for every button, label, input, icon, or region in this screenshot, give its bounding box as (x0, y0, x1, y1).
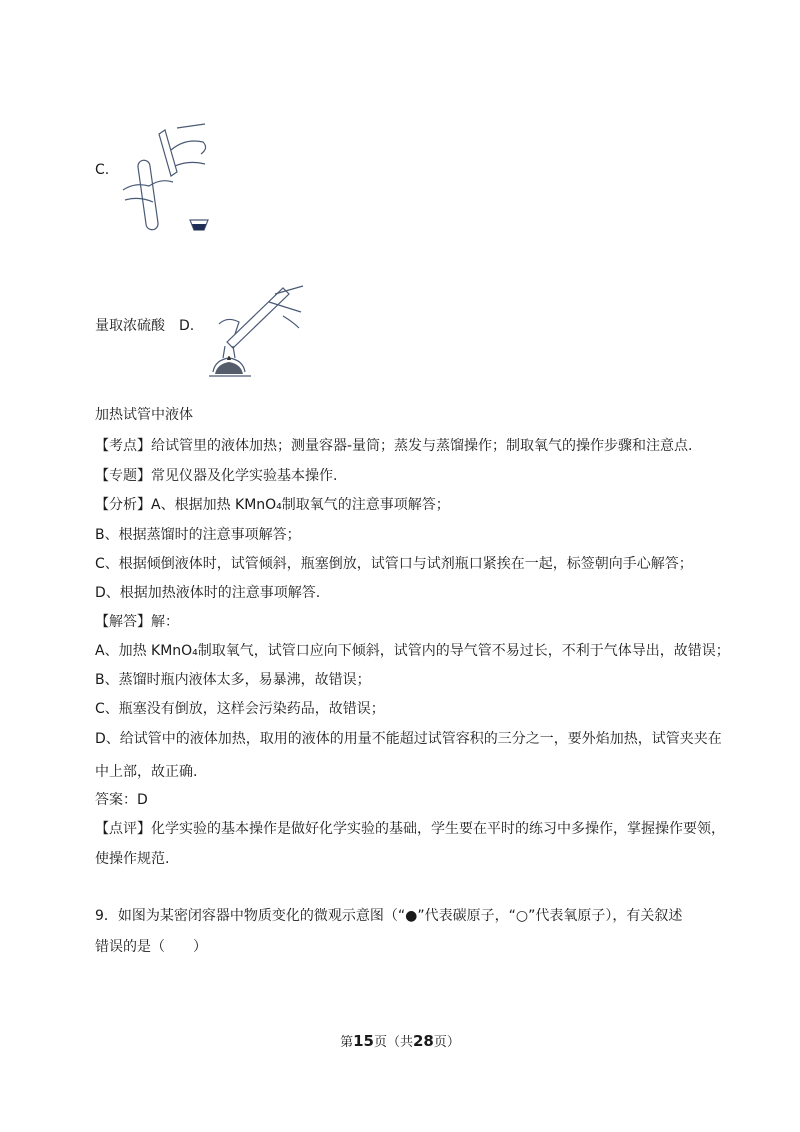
dianping-text-2: 使操作规范. (95, 851, 170, 867)
jieda-d-text-2: 中上部，故正确. (95, 764, 198, 780)
dianping-text-1: 【点评】化学实验的基本操作是做好化学实验的基础，学生要在平时的练习中多操作，掌握操作要领， (95, 821, 725, 837)
jieda-b-text: B、蒸馏时瓶内液体太多，易暴沸，故错误； (95, 672, 371, 688)
fenxi-c-text: C、根据倾倒液体时，试管倾斜，瓶塞倒放，试管口与试剂瓶口紧挨在一起，标签朝向手心解答； (95, 556, 693, 572)
option-d-caption: 加热试管中液体 (95, 407, 193, 423)
fenxi-d-text: D、根据加热液体时的注意事项解答. (95, 585, 321, 601)
jieda-title: 【解答】解： (95, 614, 179, 630)
question-9-line-2: 错误的是（ ） (95, 939, 207, 955)
jieda-c-text: C、瓶塞没有倒放，这样会污染药品，故错误； (95, 701, 385, 717)
option-c-caption: 量取浓硫酸 (95, 318, 165, 334)
jieda-a-text: A、加热 KMnO₄制取氧气，试管口应向下倾斜，试管内的导气管不易过长，不利于气体导出，故错误； (95, 643, 730, 659)
zhuanti-text: 【专题】常见仪器及化学实验基本操作. (95, 468, 338, 484)
footer-prefix: 第 (340, 1035, 354, 1050)
footer-total-pages: 28 (413, 1032, 434, 1050)
pouring-liquid-illustration (115, 120, 220, 238)
footer-middle: 页（共 (373, 1035, 413, 1050)
answer-text: 答案：D (95, 792, 148, 808)
kaodian-text: 【考点】给试管里的液体加热；测量容器-量筒；蒸发与蒸馏操作；制取氧气的操作步骤和注意点. (95, 438, 693, 454)
option-c-label: C. (95, 162, 110, 178)
heating-test-tube-illustration (205, 272, 307, 387)
option-d-label: D. (179, 318, 195, 334)
jieda-d-text-1: D、给试管中的液体加热，取用的液体的用量不能超过试管容积的三分之一，要外焰加热，试管夹夹在 (95, 731, 722, 747)
footer-page-number: 15 (353, 1032, 374, 1050)
question-9-line-1: 9．如图为某密闭容器中物质变化的微观示意图（“●”代表碳原子，“○”代表氧原子），有关叙述 (95, 908, 683, 924)
footer-suffix: 页） (433, 1035, 460, 1050)
fenxi-b-text: B、根据蒸馏时的注意事项解答； (95, 527, 301, 543)
page-footer (0, 1031, 800, 1050)
fenxi-a-text: 【分析】A、根据加热 KMnO₄制取氧气的注意事项解答； (95, 497, 450, 513)
